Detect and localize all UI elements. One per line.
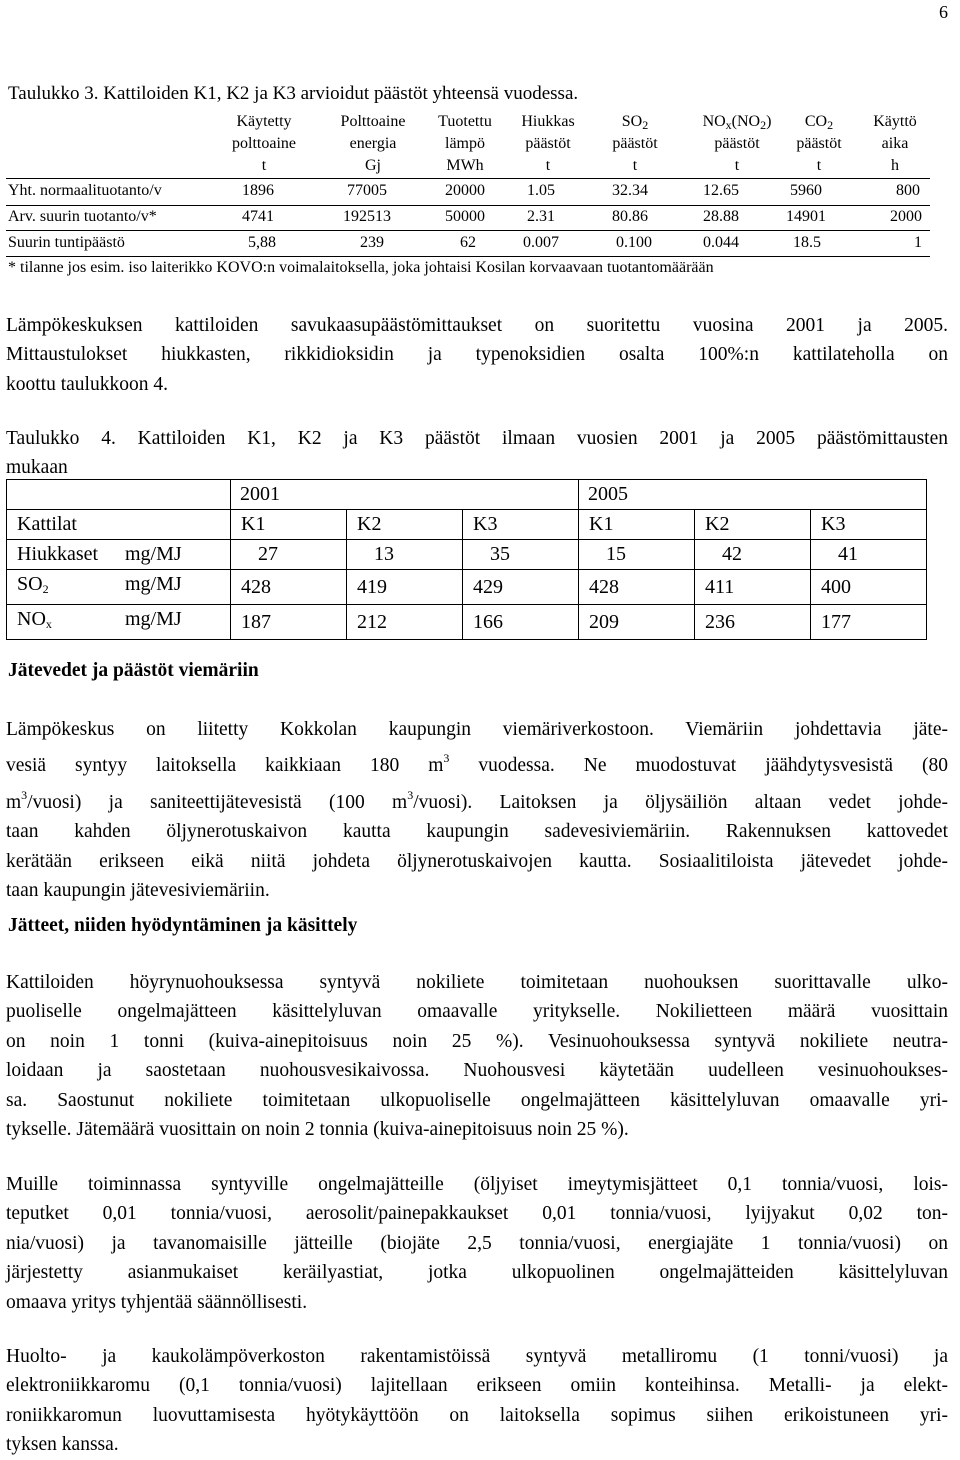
t3-cell: 1896	[242, 182, 274, 199]
text-line: mukaan	[6, 457, 68, 479]
t3-header-so2-2: päästöt	[612, 135, 658, 152]
t3-header-fuel-2: polttoaine	[232, 135, 296, 152]
t3-rule-row	[6, 205, 930, 206]
t3-header-so2-3: t	[632, 157, 638, 174]
paragraph-scrap-metal	[6, 1342, 948, 1460]
t3-header-hours-3: h	[891, 157, 899, 174]
t3-header-fuel-3: t	[261, 157, 267, 174]
t3-cell: 77005	[347, 182, 387, 199]
t3-cell: 192513	[343, 208, 391, 225]
t3-cell: 5,88	[248, 234, 276, 251]
table3-caption: Taulukko 3. Kattiloiden K1, K2 ja K3 arvioidut päästöt yhteensä vuodessa.	[8, 83, 579, 104]
table-cell: K2	[695, 510, 811, 540]
table-cell: 27	[231, 540, 347, 570]
text-line: taan kaupungin jätevesiviemäriin.	[6, 880, 270, 902]
t3-cell: 12.65	[703, 182, 739, 199]
table-cell: 400	[811, 570, 927, 605]
t3-cell: 18.5	[793, 234, 821, 251]
table-cell: 15	[579, 540, 695, 570]
text-line: elektroniikkaromu (0,1 tonnia/vuosi) lajitellaan erikseen omiin konteihinsa. Metalli- ja elekt-	[6, 1375, 948, 1397]
t3-cell: 80.86	[612, 208, 648, 225]
text-line: Muille toiminnassa syntyville ongelmajätteille (öljyiset imeytymisjätteet 0,1 tonnia/vuosi, lois-	[6, 1174, 948, 1195]
t3-row-label: Suurin tuntipäästö	[8, 234, 125, 251]
text-line: omaava yritys tyhjentää säännöllisesti.	[6, 1291, 308, 1313]
t3-header-so2-1: $SO_2$	[621, 113, 649, 132]
t3-cell: 28.88	[703, 208, 739, 225]
text-line: Huolto- ja kaukolämpöverkoston rakentamistöissä syntyvä metalliromu (1 tonni/vuosi) ja	[6, 1346, 948, 1367]
text-line: loidaan ja saostetaan nuohousvesikaivossa. Nuohousvesi käytetään uudelleen vesinuohoukses-	[6, 1060, 948, 1082]
table-cell: 236	[695, 605, 811, 640]
t3-header-nox-2: päästöt	[714, 135, 760, 152]
t3-row-label: Arv. suurin tuotanto/v*	[8, 208, 157, 225]
t3-header-hours-1: Käyttö	[873, 113, 917, 130]
text-line: tyksen kanssa.	[6, 1434, 119, 1456]
table-cell	[7, 480, 231, 510]
t3-cell: 4741	[242, 208, 274, 225]
t3-cell: 2.31	[527, 208, 555, 225]
text-line: järjestetty asianmukaiset keräilyastiat, jotka ulkopuolinen ongelmajätteiden käsittelyluvan	[6, 1262, 948, 1284]
table-cell: $NO_x$ mg/MJ	[7, 605, 231, 640]
t3-cell: 62	[460, 234, 476, 251]
table-cell: K3	[463, 510, 579, 540]
t3-cell: 800	[896, 182, 920, 199]
t3-rule-header	[6, 178, 930, 179]
t3-header-co2-1: $CO_2$	[804, 113, 834, 132]
table4	[6, 479, 927, 640]
t3-rule-row	[6, 256, 930, 257]
heading-wastewater: Jätevedet ja päästöt viemäriin	[8, 660, 259, 681]
paragraph-wastewater	[6, 715, 948, 905]
table-cell: 429	[463, 570, 579, 605]
table-cell: K3	[811, 510, 927, 540]
t3-cell: 14901	[786, 208, 826, 225]
t3-header-heat-3: MWh	[446, 157, 484, 174]
table-cell: 42	[695, 540, 811, 570]
table-cell: 411	[695, 570, 811, 605]
table-cell: 212	[347, 605, 463, 640]
t3-header-co2-2: päästöt	[796, 135, 842, 152]
table-cell: 177	[811, 605, 927, 640]
paragraph-soot	[6, 968, 948, 1144]
text-line: vesiä syntyy laitoksella kaikkiaan 180 $m^3$ vuodessa. Ne muodostuvat jäähdytysvesistä (80	[6, 751, 948, 777]
t3-cell: 5960	[790, 182, 822, 199]
text-line: Kattiloiden höyrynuohouksessa syntyvä nokiliete toimitetaan nuohouksen suorittavalle ulko-	[6, 972, 948, 993]
t3-header-particles-1: Hiukkas	[521, 113, 575, 130]
table-cell: Hiukkaset mg/MJ	[7, 540, 231, 570]
t3-header-nox-3: t	[734, 157, 740, 174]
text-line: nia/vuosi) ja tavanomaisille jätteille (biojäte 2,5 tonnia/vuosi, energiajäte 1 tonnia/vuosi) on	[6, 1232, 948, 1254]
table-cell: $SO_2$ mg/MJ	[7, 570, 231, 605]
t3-header-particles-3: t	[545, 157, 551, 174]
t3-header-fuel-1: Käytetty	[236, 113, 292, 130]
table-cell: 187	[231, 605, 347, 640]
year-2005: 2005	[579, 480, 927, 510]
table-cell: 41	[811, 540, 927, 570]
table-cell: K1	[579, 510, 695, 540]
table-cell: 166	[463, 605, 579, 640]
text-line: $m^3/vuosi$) ja saniteettijätevesistä (100 $m^3/vuosi$). Laitoksen ja öljysäiliön altaan vedet johde-	[6, 787, 948, 813]
table-cell: 35	[463, 540, 579, 570]
text-line: puoliselle ongelmajätteen käsittelyluvan omaavalle yritykselle. Nokilietteen määrä vuosittain	[6, 1001, 948, 1023]
t3-header-heat-1: Tuotettu	[438, 113, 492, 130]
t3-header-particles-2: päästöt	[525, 135, 571, 152]
t3-rule-row	[6, 230, 930, 231]
text-line: kerätään erikseen eikä niitä johdeta öljynerotuskaivojen kautta. Sosiaalitiloista jätevedet johde-	[6, 850, 948, 872]
table-cell: K1	[231, 510, 347, 540]
paragraph-measurements	[6, 311, 948, 399]
t3-footnote: * tilanne jos esim. iso laiterikko KOVO:n voimalaitoksella, joka johtaisi Kosilan korvaavaan tuotantomäärään	[8, 259, 714, 276]
t3-cell: 239	[360, 234, 384, 251]
t3-cell: 2000	[890, 208, 922, 225]
t3-header-energy-1: Polttoaine	[340, 113, 406, 130]
table-cell: K2	[347, 510, 463, 540]
text-line: Lämpökeskus on liitetty Kokkolan kaupungin viemäriverkostoon. Viemäriin johdettavia jäte-	[6, 719, 948, 740]
t3-cell: 32.34	[612, 182, 648, 199]
t3-cell: 0.007	[523, 234, 559, 251]
table-row	[7, 540, 927, 570]
t3-cell: 0.044	[703, 234, 739, 251]
t3-cell: 50000	[445, 208, 485, 225]
table-cell: 13	[347, 540, 463, 570]
table-cell: Kattilat	[7, 510, 231, 540]
table-row	[7, 480, 927, 510]
text-line: sa. Saostunut nokiliete toimitetaan ulkopuoliselle ongelmajätteen käsittelyluvan omaavalle yri-	[6, 1089, 948, 1111]
t3-cell: 20000	[445, 182, 485, 199]
page-number: 6	[939, 2, 948, 22]
text-line: on noin 1 tonni (kuiva-ainepitoisuus noin 25 %). Vesinuohouksessa syntyvä nokiliete neutra-	[6, 1030, 948, 1052]
t3-header-heat-2: lämpö	[445, 135, 485, 152]
t3-cell: 1.05	[527, 182, 555, 199]
table-cell: 209	[579, 605, 695, 640]
text-line: roniikkaromun luovuttamisesta hyötykäyttöön on laitoksella sopimus siihen erikoistuneen yri-	[6, 1404, 948, 1426]
t3-cell: 0.100	[616, 234, 652, 251]
t3-header-co2-3: t	[816, 157, 822, 174]
text-line: Taulukko 4. Kattiloiden K1, K2 ja K3 päästöt ilmaan vuosien 2001 ja 2005 päästömittausten	[6, 428, 948, 449]
text-line: Lämpökeskuksen kattiloiden savukaasupäästömittaukset on suoritettu vuosina 2001 ja 2005.	[6, 315, 948, 336]
table-cell: 419	[347, 570, 463, 605]
t3-row-label: Yht. normaalituotanto/v	[8, 182, 162, 199]
t3-header-hours-2: aika	[881, 135, 909, 152]
t3-header-energy-3: Gj	[365, 157, 381, 174]
t3-header-nox-1: $NO_x(NO_2)$	[702, 113, 772, 132]
text-line: taan kahden öljynerotuskaivon kautta kaupungin sadevesiviemäriin. Rakennuksen kattovedet	[6, 821, 948, 843]
text-line: Mittaustulokset hiukkasten, rikkidioksidin ja typenoksidien osalta 100%:n kattilateholla on	[6, 344, 948, 366]
t3-cell: 1	[914, 234, 922, 251]
text-line: koottu taulukkoon 4.	[6, 373, 168, 395]
table-cell: 428	[579, 570, 695, 605]
t3-header-energy-2: energia	[349, 135, 397, 152]
text-line: tykselle. Jätemäärä vuosittain on noin 2 tonnia (kuiva-ainepitoisuus noin 25 %).	[6, 1119, 629, 1141]
table-row	[7, 605, 927, 640]
table4-caption	[6, 424, 948, 483]
heading-waste: Jätteet, niiden hyödyntäminen ja käsittely	[8, 915, 358, 936]
year-2001: 2001	[231, 480, 579, 510]
text-line: teputket 0,01 tonnia/vuosi, aerosolit/painepakkaukset 0,01 tonnia/vuosi, lyijyakut 0,02 ton-	[6, 1203, 948, 1225]
table-row	[7, 570, 927, 605]
table-row	[7, 510, 927, 540]
paragraph-hazardous-waste	[6, 1170, 948, 1317]
table-cell: 428	[231, 570, 347, 605]
